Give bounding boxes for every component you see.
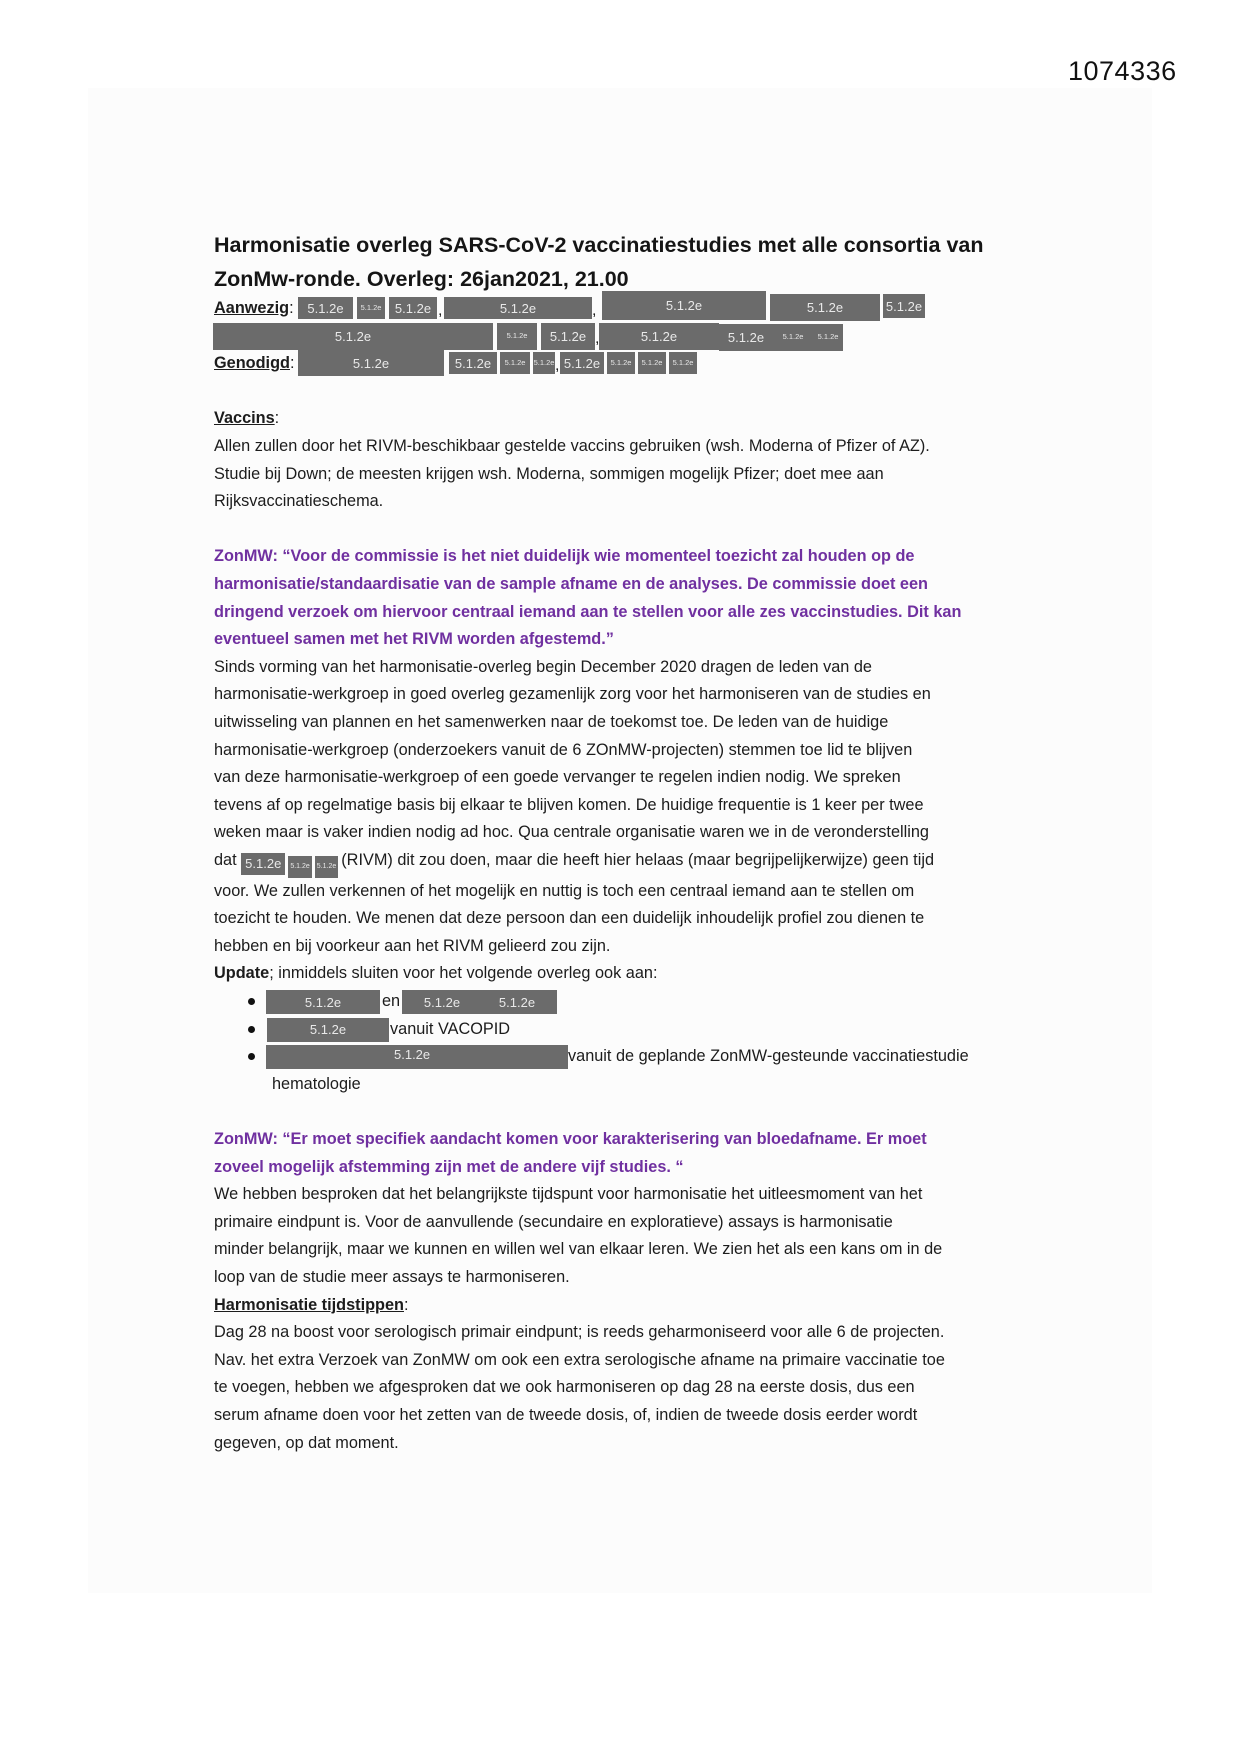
list-item: 5.1.2e vanuit VACOPID: [214, 1016, 1034, 1044]
redaction-box: 5.1.2e: [773, 324, 813, 351]
paragraph-line: Rijksvaccinatieschema.: [214, 492, 384, 511]
present-label: Aanwezig:: [214, 299, 294, 317]
redaction-box: 5.1.2e: [298, 350, 444, 376]
redaction-box: 5.1.2e: [599, 323, 719, 350]
tijdstippen-heading: Harmonisatie tijdstippen: [214, 1295, 404, 1314]
redaction-box: 5.1.2e: [449, 352, 497, 374]
redaction-box: 5.1.2e: [288, 856, 311, 878]
redaction-box: 5.1.2e: [607, 352, 635, 374]
title-line-1: Harmonisatie overleg SARS-CoV-2 vaccinatiestudies met alle consortia van: [214, 233, 984, 257]
redaction-box: 5.1.2e: [770, 294, 880, 321]
paragraph-line: Studie bij Down; de meesten krijgen wsh. Moderna, sommigen mogelijk Pfizer; doet mee aan: [214, 464, 884, 483]
redaction-box: 5.1.2e: [267, 1018, 389, 1042]
redaction-box: 5.1.2e: [402, 990, 482, 1014]
bullet-icon: [248, 1053, 255, 1060]
bullet-icon: [248, 1026, 255, 1033]
invited-label: Genodigd:: [214, 354, 295, 373]
vaccins-heading: Vaccins: [214, 409, 275, 428]
redaction-box: 5.1.2e: [241, 853, 285, 875]
attendees-invited-row: Genodigd: 5.1.2e 5.1.2e 5.1.2e 5.1.2e , 5.1.2e 5.1.2e 5.1.2e 5.1.2e: [214, 350, 1034, 378]
redaction-box: 5.1.2e: [497, 323, 537, 350]
update-list: [214, 988, 1034, 1098]
document-id: 1074336: [1068, 56, 1177, 86]
attendees-present-row-2: 5.1.2e 5.1.2e 5.1.2e , 5.1.2e 5.1.2e 5.1.2e 5.1.2e: [214, 323, 1034, 351]
bullet-icon: [248, 998, 255, 1005]
redaction-box: 5.1.2e: [541, 323, 595, 350]
zonmw-quote-2: ZonMW: “Er moet specifiek aandacht komen voor karakterisering van bloedafname. Er moet zoveel mogelijk afstemming zijn met de andere vijf studies. “: [214, 1130, 927, 1176]
title-line-2: ZonMw-ronde. Overleg: 26jan2021, 21.00: [214, 267, 629, 291]
redacted-line: dat 5.1.2e 5.1.2e 5.1.2e (RIVM) dit zou doen, maar die heeft hier helaas (maar begrijpelijkerwijze) geen tijd: [214, 847, 1034, 878]
redaction-box: 5.1.2e: [719, 324, 773, 351]
redaction-box: 5.1.2e: [298, 297, 353, 319]
redaction-box: 5.1.2e: [560, 352, 604, 374]
response-1: Sinds vorming van het harmonisatie-overleg begin December 2020 dragen de leden van de harmonisatie-werkgroep in goed overleg gezamenlijk zorg voor het harmoniseren van de studies en uitwisseling van plannen en het samenwerken naar de toekomst toe. De leden van de huidige harmonisatie-werkgroep (onderzoekers vanuit de 6 ZOnMW-projecten) stemmen toe lid te blijven van deze harmonisatie-werkgroep of een goede vervanger te regelen indien nodig. We spreken tevens af op regelmatige basis bij elkaar te blijven komen. De huidige frequentie is 1 keer per twee weken maar is vaker indien nodig ad hoc. Qua centrale organisatie waren we in de veronderstelling dat 5.1.2e 5.1.2e 5.1.2e (RIVM) dit zou doen, maar die heeft hier helaas (maar begrijpelijkerwijze) geen tijd voor. We zullen verkennen of het mogelijk en nuttig is toch een centraal iemand aan te stellen om toezicht te houden. We menen dat deze persoon dan een duidelijk inhoudelijk profiel zou dienen te hebben en bij voorkeur aan het RIVM gelieerd zou zijn.: [214, 654, 1034, 961]
redaction-box: 5.1.2e: [357, 297, 385, 319]
redaction-box: 5.1.2e: [602, 291, 766, 320]
redaction-box: 5.1.2e: [444, 297, 592, 319]
list-item: 5.1.2e en 5.1.2e 5.1.2e: [214, 988, 1034, 1016]
tijdstippen-section: Harmonisatie tijdstippen: Dag 28 na boost voor serologisch primair eindpunt; is reeds geharmoniseerd voor alle 6 de projecten. Nav. het extra Verzoek van ZonMW om ook een extra serologische afname na primaire vaccinatie toe te voegen, hebben we afgesproken dat we ook harmoniseren op dag 28 na eerste dosis, dus een serum afname doen voor het zetten van de tweede dosis, of, indien de tweede dosis eerder wordt gegeven, op dat moment.: [214, 1295, 945, 1452]
redaction-box: 5.1.2e: [500, 352, 530, 374]
document-body: [214, 228, 1034, 1457]
redaction-box: 5.1.2e: [477, 990, 557, 1014]
page-title: [214, 228, 1034, 296]
redaction-box: 5.1.2e: [883, 294, 925, 318]
redaction-box: 5.1.2e: [266, 1045, 568, 1069]
redaction-box: 5.1.2e: [389, 297, 437, 319]
paragraph-line: Allen zullen door het RIVM-beschikbaar gestelde vaccins gebruiken (wsh. Moderna of Pfizer of AZ).: [214, 436, 930, 455]
redaction-box: 5.1.2e: [813, 324, 843, 351]
redaction-box: 5.1.2e: [669, 352, 697, 374]
redaction-box: 5.1.2e: [315, 856, 338, 878]
attendees-present-row-1: Aanwezig: 5.1.2e 5.1.2e 5.1.2e , 5.1.2e , 5.1.2e 5.1.2e 5.1.2e: [214, 295, 1034, 323]
redaction-box: 5.1.2e: [213, 323, 493, 350]
update-label: Update: [214, 964, 270, 983]
redaction-box: 5.1.2e: [266, 990, 380, 1014]
list-item: 5.1.2e vanuit de geplande ZonMW-gesteunde vaccinatiestudie hematologie: [214, 1043, 1034, 1098]
vaccins-section: Vaccins: Allen zullen door het RIVM-beschikbaar gestelde vaccins gebruiken (wsh. Moderna of Pfizer of AZ). Studie bij Down; de meesten krijgen wsh. Moderna, sommigen mogelijk Pfizer; doet mee aan Rijksvaccinatieschema.: [214, 405, 1034, 515]
response-2: We hebben besproken dat het belangrijkste tijdspunt voor harmonisatie het uitleesmoment van het primaire eindpunt is. Voor de aanvullende (secundaire en exploratieve) assays is harmonisatie minder belangrijk, maar we kunnen en willen wel van elkaar leren. We zien het als een kans om in de loop van de studie meer assays te harmoniseren.: [214, 1185, 943, 1286]
update-section: Update; inmiddels sluiten voor het volgende overleg ook aan: 5.1.2e en 5.1.2e 5.1.2e 5.1.2e vanuit VACOPID 5.1.2e vanuit de geplande ZonMW-gesteunde vaccinatiestudie hematologie: [214, 960, 1034, 1098]
redaction-box: 5.1.2e: [638, 352, 666, 374]
redaction-box: 5.1.2e: [533, 352, 555, 374]
zonmw-quote-1: ZonMW: “Voor de commissie is het niet duidelijk wie momenteel toezicht zal houden op de harmonisatie/standaardisatie van de sample afname en de analyses. De commissie doet een dringend verzoek om hiervoor centraal iemand aan te stellen voor alle zes vaccinstudies. Dit kan eventueel samen met het RIVM worden afgestemd.”: [214, 547, 962, 649]
